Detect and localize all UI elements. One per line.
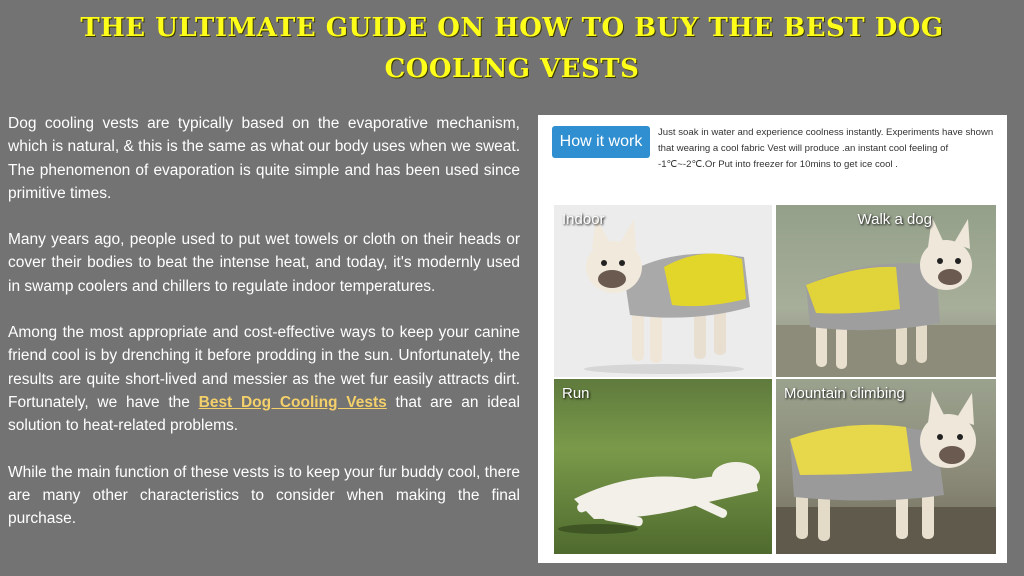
article-body bbox=[8, 112, 520, 553]
paragraph-3 bbox=[8, 321, 520, 437]
dog-running-illustration bbox=[554, 379, 772, 554]
paragraph-3-end: that are an ideal solution to heat-related problems. bbox=[8, 393, 520, 435]
photo-indoor bbox=[554, 205, 772, 377]
paragraph-3-start: Among the most appropriate and cost-effective ways to keep your canine friend cool is by drenching it before prodding in the sun. Unfortunately, the results are quite short-lived and messier as the wet fur easily attracts dirt. Fortunately, we have the bbox=[8, 324, 520, 411]
how-it-work-description: Just soak in water and experience coolness instantly. Experiments have shown that wearing a cool fabric Vest will produce .an instant cool feeling of -1℃~-2℃.Or Put into freezer for 10mins to get ice cool . bbox=[658, 127, 994, 170]
paragraph-4: While the main function of these vests is to keep your fur buddy cool, there are many other characteristics to consider when making the final purchase. bbox=[8, 463, 520, 528]
page-title bbox=[0, 8, 1024, 90]
photo-mountain-climbing bbox=[776, 379, 996, 554]
photo-run bbox=[554, 379, 772, 554]
panel-label-run: Run bbox=[562, 385, 590, 402]
paragraph-2: Many years ago, people used to put wet towels or cloth on their heads or cover their bodies to beat the intense heat, and today, it's modernly used in swamp coolers and chillers to regulate indoor temperatures. bbox=[8, 231, 520, 295]
how-it-work-badge: How it work bbox=[552, 126, 650, 158]
photo-walk-a-dog bbox=[776, 205, 996, 377]
title-line-2: COOLING VESTS bbox=[384, 54, 640, 84]
dog-indoor-illustration bbox=[554, 205, 772, 377]
best-dog-cooling-vests-link[interactable]: Best Dog Cooling Vests bbox=[198, 393, 387, 411]
panel-label-mountain-climbing: Mountain climbing bbox=[784, 385, 905, 402]
panel-label-indoor: Indoor bbox=[562, 211, 605, 228]
dog-climbing-illustration bbox=[776, 379, 996, 554]
paragraph-1: Dog cooling vests are typically based on the evaporative mechanism, which is natural, & this is the same as what our body uses when we sweat. The phenomenon of evaporation is quite simple and has been used since primitive times. bbox=[8, 115, 520, 202]
cooling-vest-infographic bbox=[538, 115, 1007, 563]
title-line-1: THE ULTIMATE GUIDE ON HOW TO BUY THE BEST DOG bbox=[80, 13, 944, 43]
panel-label-walk-a-dog: Walk a dog bbox=[857, 211, 932, 228]
dog-walking-illustration bbox=[776, 205, 996, 377]
